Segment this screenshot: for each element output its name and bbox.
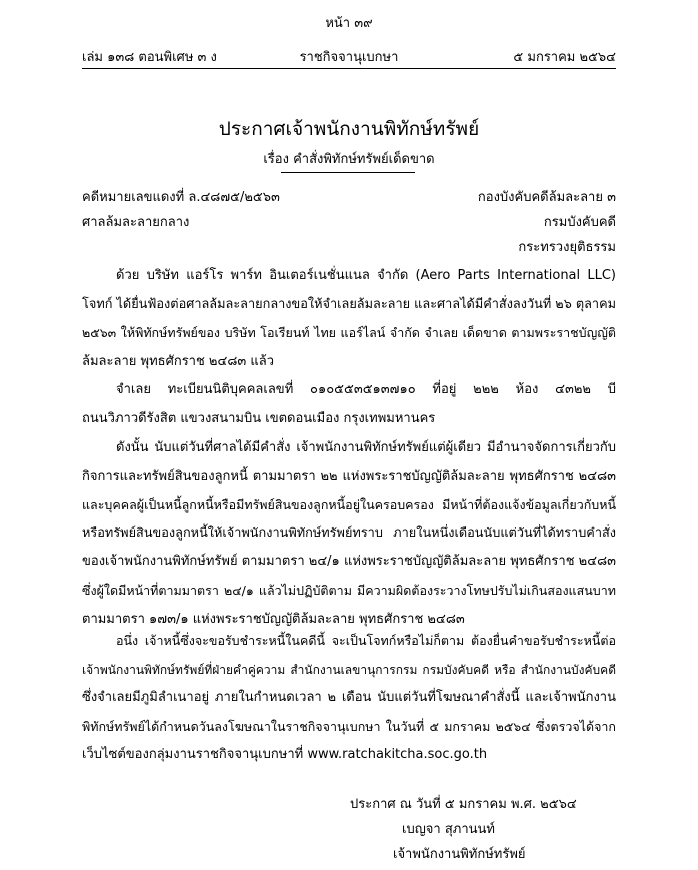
gazette-volume: เล่ม ๑๓๘ ตอนพิเศษ ๓ ง [82, 50, 217, 65]
paragraph-line: พิทักษ์ทรัพย์ได้กำหนดวันลงโฆษณาในราชกิจจานุเบกษา ในวันที่ ๕ มกราคม ๒๕๖๔ ซึ่งตรวจได้จาก [82, 718, 616, 734]
paragraph-line: และบุคคลผู้เป็นหนี้ลูกหนี้หรือมีทรัพย์สินของลูกหนี้อยู่ในครอบครอง มีหน้าที่ต้องแจ้งข้อมูลเกี่ยวกับหนี้ [82, 497, 616, 513]
paragraph-line: ด้วย บริษัท แอร์โร พาร์ท อินเตอร์เนชั่นแนล จำกัด (Aero Parts International LLC) [116, 268, 616, 283]
paragraph-4 [82, 627, 616, 770]
gazette-name: ราชกิจจานุเบกษา [299, 50, 399, 65]
ministry-name: กระทรวงยุติธรรม [518, 240, 616, 255]
announcement-date: ประกาศ ณ วันที่ ๕ มกราคม พ.ศ. ๒๕๖๔ [350, 797, 577, 812]
paragraph-line: ๒๕๖๓ ให้พิทักษ์ทรัพย์ของ บริษัท โอเรียนท์ ไทย แอร์ไลน์ จำกัด จำเลย เด็ดขาด ตามพระราชบัญญัติ [82, 325, 616, 341]
paragraph-line: จำเลย ทะเบียนนิติบุคคลเลขที่ ๐๑๐๕๕๓๕๑๓๗๑๐ ที่อยู่ ๒๒๒ ห้อง ๔๓๒๒ บี [116, 382, 616, 397]
paragraph-line: ล้มละลาย พุทธศักราช ๒๔๘๓ แล้ว [82, 353, 275, 369]
paragraph-line: อนึ่ง เจ้าหนี้ซึ่งจะขอรับชำระหนี้ในคดีนี้ จะเป็นโจทก์หรือไม่ก็ตาม ต้องยื่นคำขอรับชำระหนี้ต่อ [116, 633, 616, 648]
paragraph-1 [82, 262, 616, 376]
paragraph-2 [82, 376, 616, 433]
paragraph-line: หรือทรัพย์สินของลูกหนี้ให้เจ้าพนักงานพิทักษ์ทรัพย์ทราบ ภายในหนึ่งเดือนนับแต่วันที่ได้ทราบคำสั่ง [82, 525, 616, 541]
signatory-position: เจ้าพนักงานพิทักษ์ทรัพย์ [393, 847, 526, 862]
department-name: กรมบังคับคดี [543, 215, 616, 230]
paragraph-line: ของเจ้าพนักงานพิทักษ์ทรัพย์ ตามมาตรา ๒๔/๑ แห่งพระราชบัญญัติล้มละลาย พุทธศักราช ๒๔๘๓ [82, 554, 616, 570]
title-rule [281, 172, 415, 173]
paragraph-line: กิจการและทรัพย์สินของลูกหนี้ ตามมาตรา ๒๒ แห่งพระราชบัญญัติล้มละลาย พุทธศักราช ๒๔๘๓ [82, 468, 616, 484]
announcement-subject: เรื่อง คำสั่งพิทักษ์ทรัพย์เด็ดขาด [263, 152, 435, 167]
signatory-name: เบญจา สุภานนท์ [402, 822, 495, 837]
case-number: คดีหมายเลขแดงที่ ล.๔๘๗๕/๒๕๖๓ [82, 190, 280, 205]
paragraph-3 [82, 434, 616, 634]
gazette-date: ๕ มกราคม ๒๕๖๔ [513, 50, 616, 65]
paragraph-line: ตามมาตรา ๑๗๓/๑ แห่งพระราชบัญญัติล้มละลาย พุทธศักราช ๒๔๘๓ [82, 611, 465, 627]
paragraph-line: เว็บไซต์ของกลุ่มงานราชกิจจานุเบกษาที่ www.ratchakitcha.soc.go.th [82, 747, 488, 763]
office-name: กองบังคับคดีล้มละลาย ๓ [477, 190, 616, 205]
court-name: ศาลล้มละลายกลาง [82, 215, 190, 230]
paragraph-line: ถนนวิภาวดีรังสิต แขวงสนามบิน เขตดอนเมือง กรุงเทพมหานคร [82, 410, 436, 426]
paragraph-line: ซึ่งจำเลยมีภูมิลำเนาอยู่ ภายในกำหนดเวลา ๒ เดือน นับแต่วันที่โฆษณาคำสั่งนี้ และเจ้าพนักงาน [82, 690, 616, 706]
paragraph-line: ดังนั้น นับแต่วันที่ศาลได้มีคำสั่ง เจ้าพนักงานพิทักษ์ทรัพย์แต่ผู้เดียว มีอำนาจจัดการเกี่ยวกับ [116, 440, 616, 455]
announcement-title: ประกาศเจ้าพนักงานพิทักษ์ทรัพย์ [218, 118, 480, 140]
header-rule [82, 68, 616, 69]
paragraph-line: ซึ่งผู้ใดมีหน้าที่ตามมาตรา ๒๔/๑ แล้วไม่ปฏิบัติตาม มีความผิดต้องระวางโทษปรับไม่เกินสองแสนบาท [82, 582, 616, 598]
paragraph-line: โจทก์ ได้ยื่นฟ้องต่อศาลล้มละลายกลางขอให้จำเลยล้มละลาย และศาลได้มีคำสั่งลงวันที่ ๒๖ ตุลาคม [82, 296, 617, 312]
paragraph-line: เจ้าพนักงานพิทักษ์ทรัพย์ที่ฝ่ายคำคู่ความ สำนักงานเลขานุการกรม กรมบังคับคดี หรือ สำนักงานบังคับคดี [82, 662, 616, 677]
page-number: หน้า ๓๙ [325, 16, 373, 31]
